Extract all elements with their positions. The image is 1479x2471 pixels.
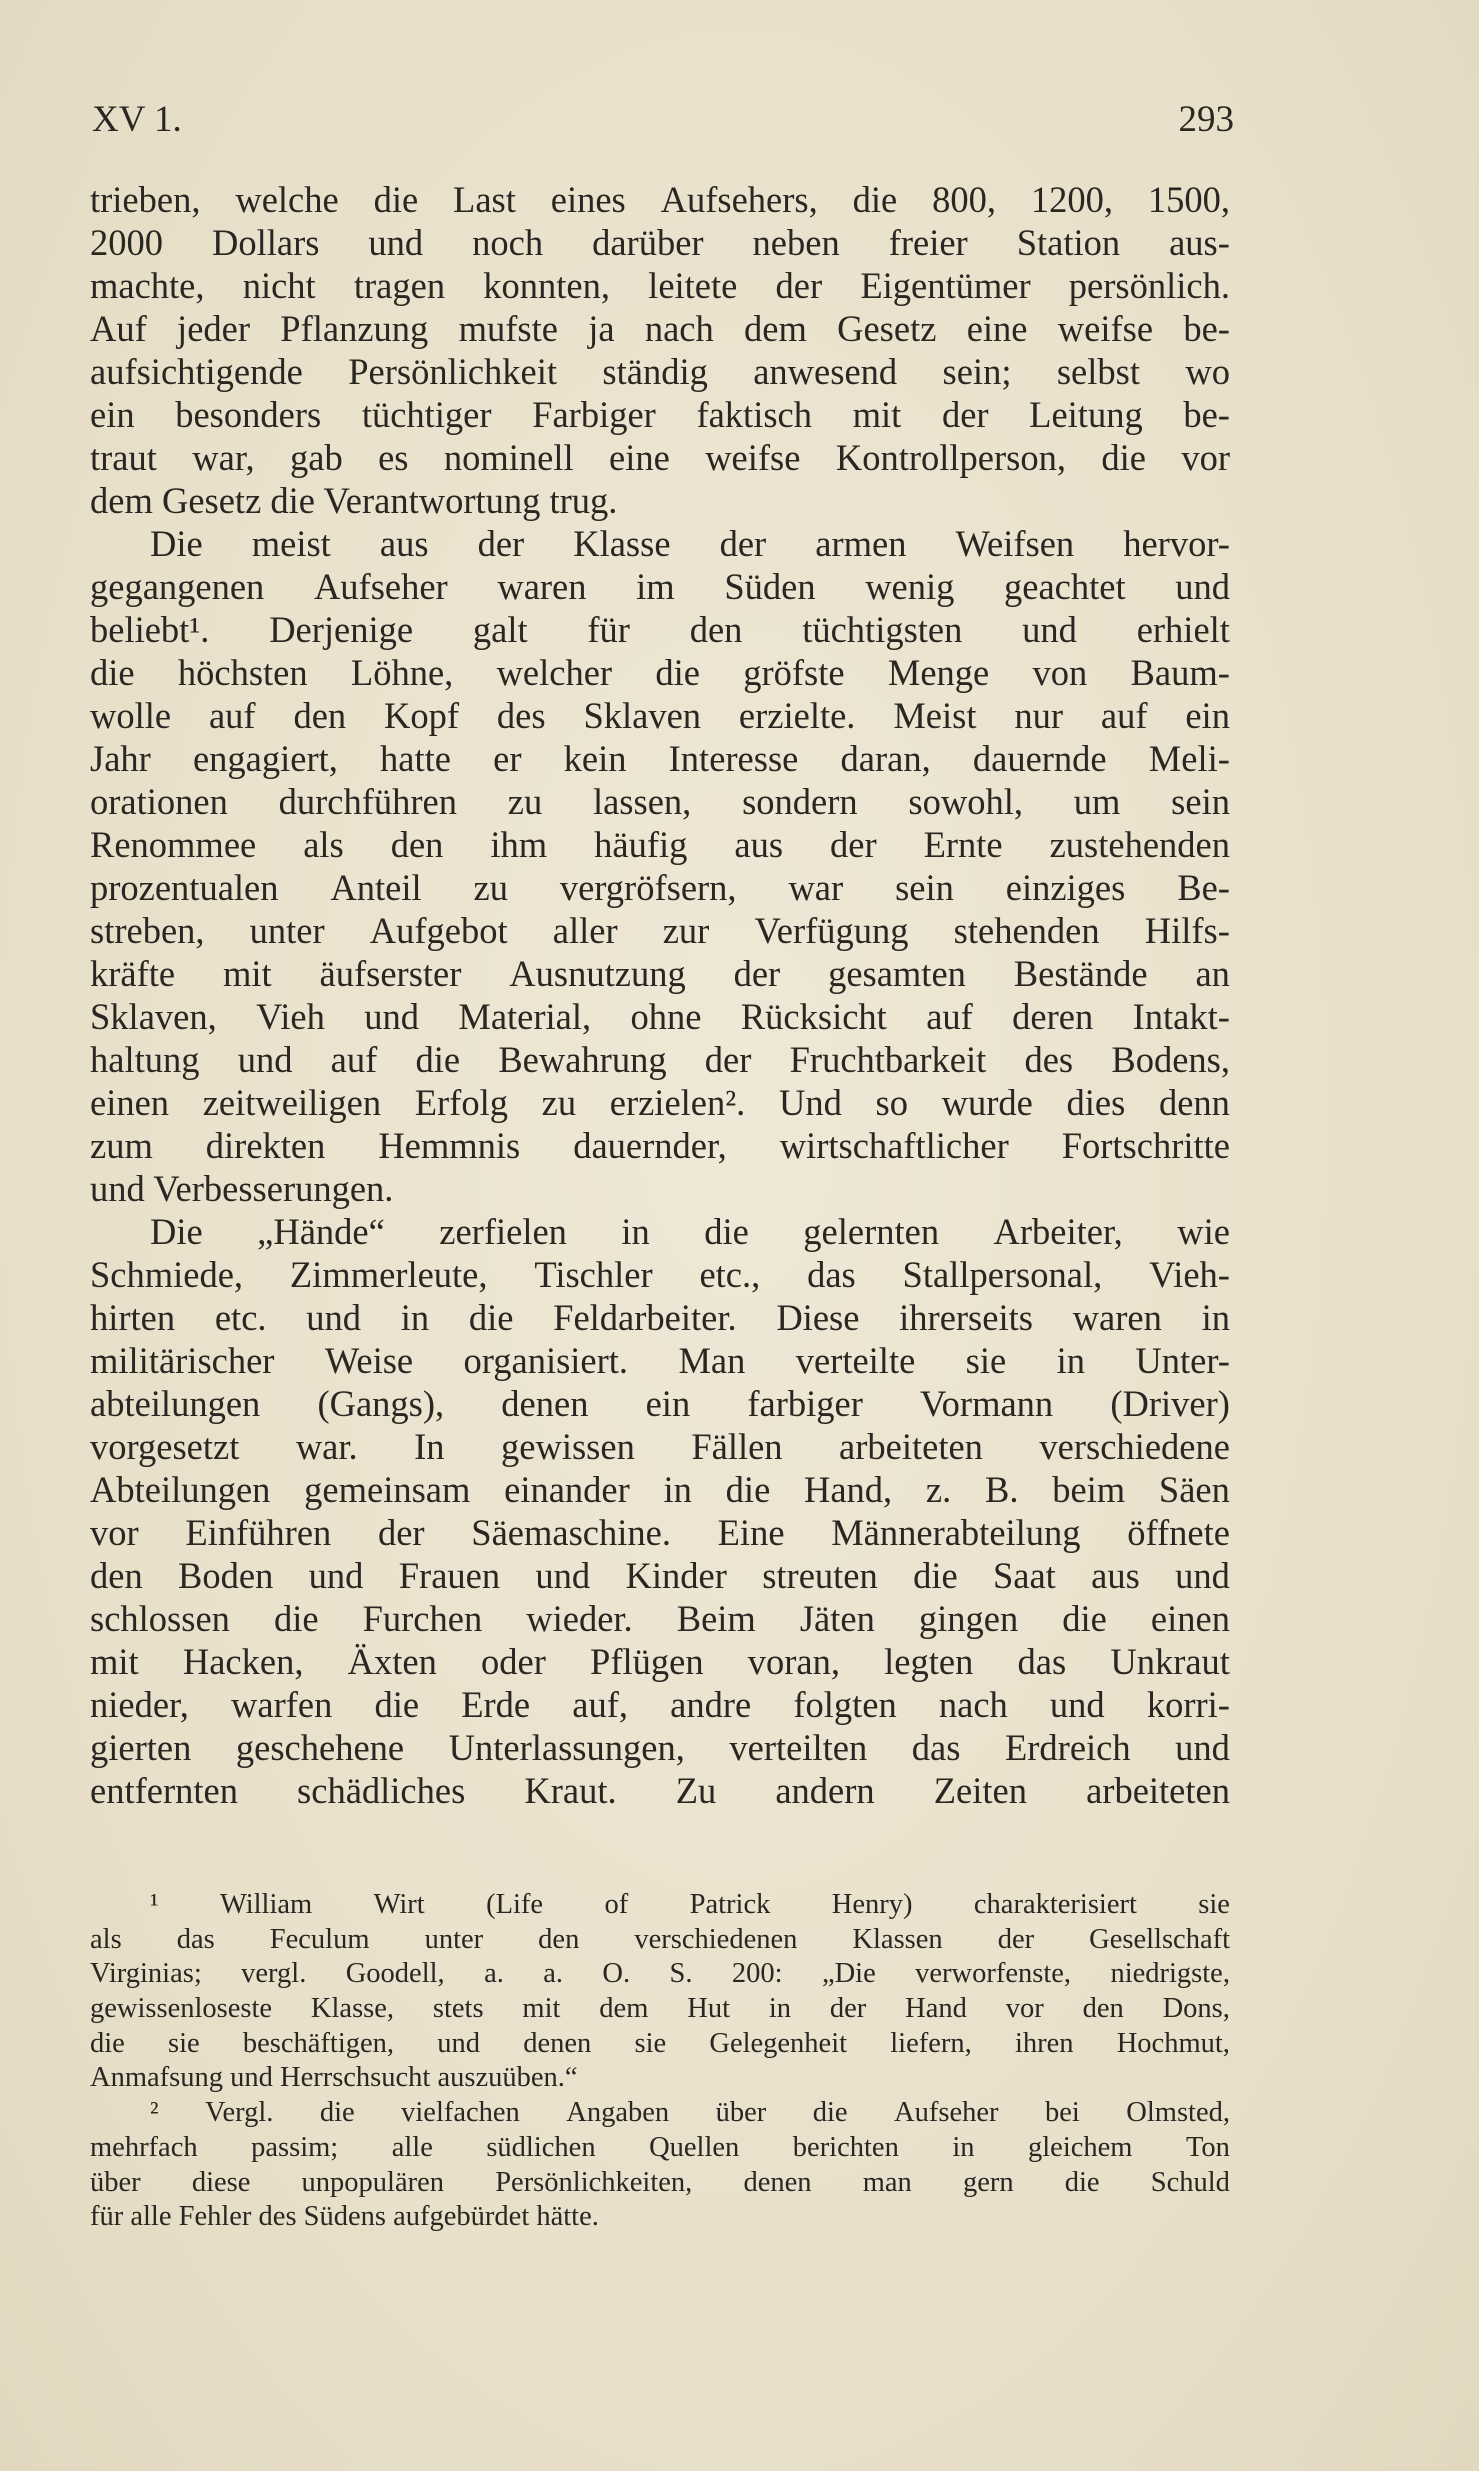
text-line: militärischer Weise organisiert. Man verteilte sie in Unter- <box>90 1340 1230 1381</box>
text-line: 2000 Dollars und noch darüber neben freier Station aus- <box>90 222 1230 263</box>
text-line: Schmiede, Zimmerleute, Tischler etc., das Stallpersonal, Vieh- <box>90 1254 1230 1295</box>
text-line: abteilungen (Gangs), denen ein farbiger Vormann (Driver) <box>90 1383 1230 1424</box>
text-line: haltung und auf die Bewahrung der Fruchtbarkeit des Bodens, <box>90 1039 1230 1080</box>
text-line: beliebt¹. Derjenige galt für den tüchtigsten und erhielt <box>90 609 1230 650</box>
text-line: entfernten schädliches Kraut. Zu andern Zeiten arbeiteten <box>90 1770 1230 1811</box>
text-line: trieben, welche die Last eines Aufsehers, die 800, 1200, 1500, <box>90 179 1230 220</box>
footnote-line: als das Feculum unter den verschiedenen Klassen der Gesellschaft <box>90 1923 1230 1955</box>
text-line: nieder, warfen die Erde auf, andre folgten nach und korri- <box>90 1684 1230 1725</box>
text-line: schlossen die Furchen wieder. Beim Jäten gingen die einen <box>90 1598 1230 1639</box>
footnote-line: Virginias; vergl. Goodell, a. a. O. S. 200: „Die verworfenste, niedrigste, <box>90 1958 1230 1990</box>
text-line: kräfte mit äufserster Ausnutzung der gesamten Bestände an <box>90 953 1230 994</box>
text-line: machte, nicht tragen konnten, leitete der Eigentümer persönlich. <box>90 265 1230 306</box>
text-line: Renommee als den ihm häufig aus der Ernte zustehenden <box>90 824 1230 865</box>
paragraph-start-line: Die „Hände“ zerfielen in die gelernten Arbeiter, wie <box>150 1211 1230 1252</box>
text-line: Sklaven, Vieh und Material, ohne Rücksicht auf deren Intakt- <box>90 996 1230 1037</box>
text-line: Auf jeder Pflanzung mufste ja nach dem Gesetz eine weifse be- <box>90 308 1230 349</box>
text-line: zum direkten Hemmnis dauernder, wirtschaftlicher Fortschritte <box>90 1125 1230 1166</box>
footnote-line: die sie beschäftigen, und denen sie Gelegenheit liefern, ihren Hochmut, <box>90 2027 1230 2059</box>
footnotes <box>90 1888 1230 2235</box>
chapter-marker: XV 1. <box>92 99 182 140</box>
paragraph-start-line: Die meist aus der Klasse der armen Weifsen hervor- <box>150 523 1230 564</box>
footnote-line: mehrfach passim; alle südlichen Quellen berichten in gleichem Ton <box>90 2131 1230 2163</box>
text-line: einen zeitweiligen Erfolg zu erzielen². Und so wurde dies denn <box>90 1082 1230 1123</box>
text-line: ein besonders tüchtiger Farbiger faktisch mit der Leitung be- <box>90 394 1230 435</box>
text-line: hirten etc. und in die Feldarbeiter. Diese ihrerseits waren in <box>90 1297 1230 1338</box>
text-line: aufsichtigende Persönlichkeit ständig anwesend sein; selbst wo <box>90 351 1230 392</box>
text-line: mit Hacken, Äxten oder Pflügen voran, legten das Unkraut <box>90 1641 1230 1682</box>
text-line: wolle auf den Kopf des Sklaven erzielte. Meist nur auf ein <box>90 695 1230 736</box>
page-number: 293 <box>1178 99 1234 140</box>
text-line: traut war, gab es nominell eine weifse Kontrollperson, die vor <box>90 437 1230 478</box>
footnote-line: gewissenloseste Klasse, stets mit dem Hut in der Hand vor den Dons, <box>90 1993 1230 2025</box>
text-line: streben, unter Aufgebot aller zur Verfügung stehenden Hilfs- <box>90 910 1230 951</box>
footnote-line: über diese unpopulären Persönlichkeiten, denen man gern die Schuld <box>90 2166 1230 2198</box>
text-line: den Boden und Frauen und Kinder streuten die Saat aus und <box>90 1555 1230 1596</box>
footnote-line: Anmafsung und Herrschsucht auszuüben.“ <box>90 2062 578 2094</box>
text-line: Abteilungen gemeinsam einander in die Hand, z. B. beim Säen <box>90 1469 1230 1510</box>
footnote-2-start: ² Vergl. die vielfachen Angaben über die Aufseher bei Olmsted, <box>150 2097 1230 2129</box>
text-line: prozentualen Anteil zu vergröfsern, war sein einziges Be- <box>90 867 1230 908</box>
text-line: die höchsten Löhne, welcher die gröfste Menge von Baum- <box>90 652 1230 693</box>
text-line: gierten geschehene Unterlassungen, verteilten das Erdreich und <box>90 1727 1230 1768</box>
footnote-line: für alle Fehler des Südens aufgebürdet hätte. <box>90 2201 599 2233</box>
footnote-1-start: ¹ William Wirt (Life of Patrick Henry) charakterisiert sie <box>150 1889 1230 1920</box>
text-line: und Verbesserungen. <box>90 1168 394 1209</box>
text-line: Jahr engagiert, hatte er kein Interesse daran, dauernde Meli- <box>90 738 1230 779</box>
text-line: orationen durchführen zu lassen, sondern sowohl, um sein <box>90 781 1230 822</box>
text-line: gegangenen Aufseher waren im Süden wenig geachtet und <box>90 566 1230 607</box>
running-header <box>92 98 1234 148</box>
text-line: vorgesetzt war. In gewissen Fällen arbeiteten verschiedene <box>90 1426 1230 1467</box>
text-line: vor Einführen der Säemaschine. Eine Männerabteilung öffnete <box>90 1512 1230 1553</box>
text-line: dem Gesetz die Verantwortung trug. <box>90 480 618 521</box>
body-text <box>90 178 1230 1812</box>
